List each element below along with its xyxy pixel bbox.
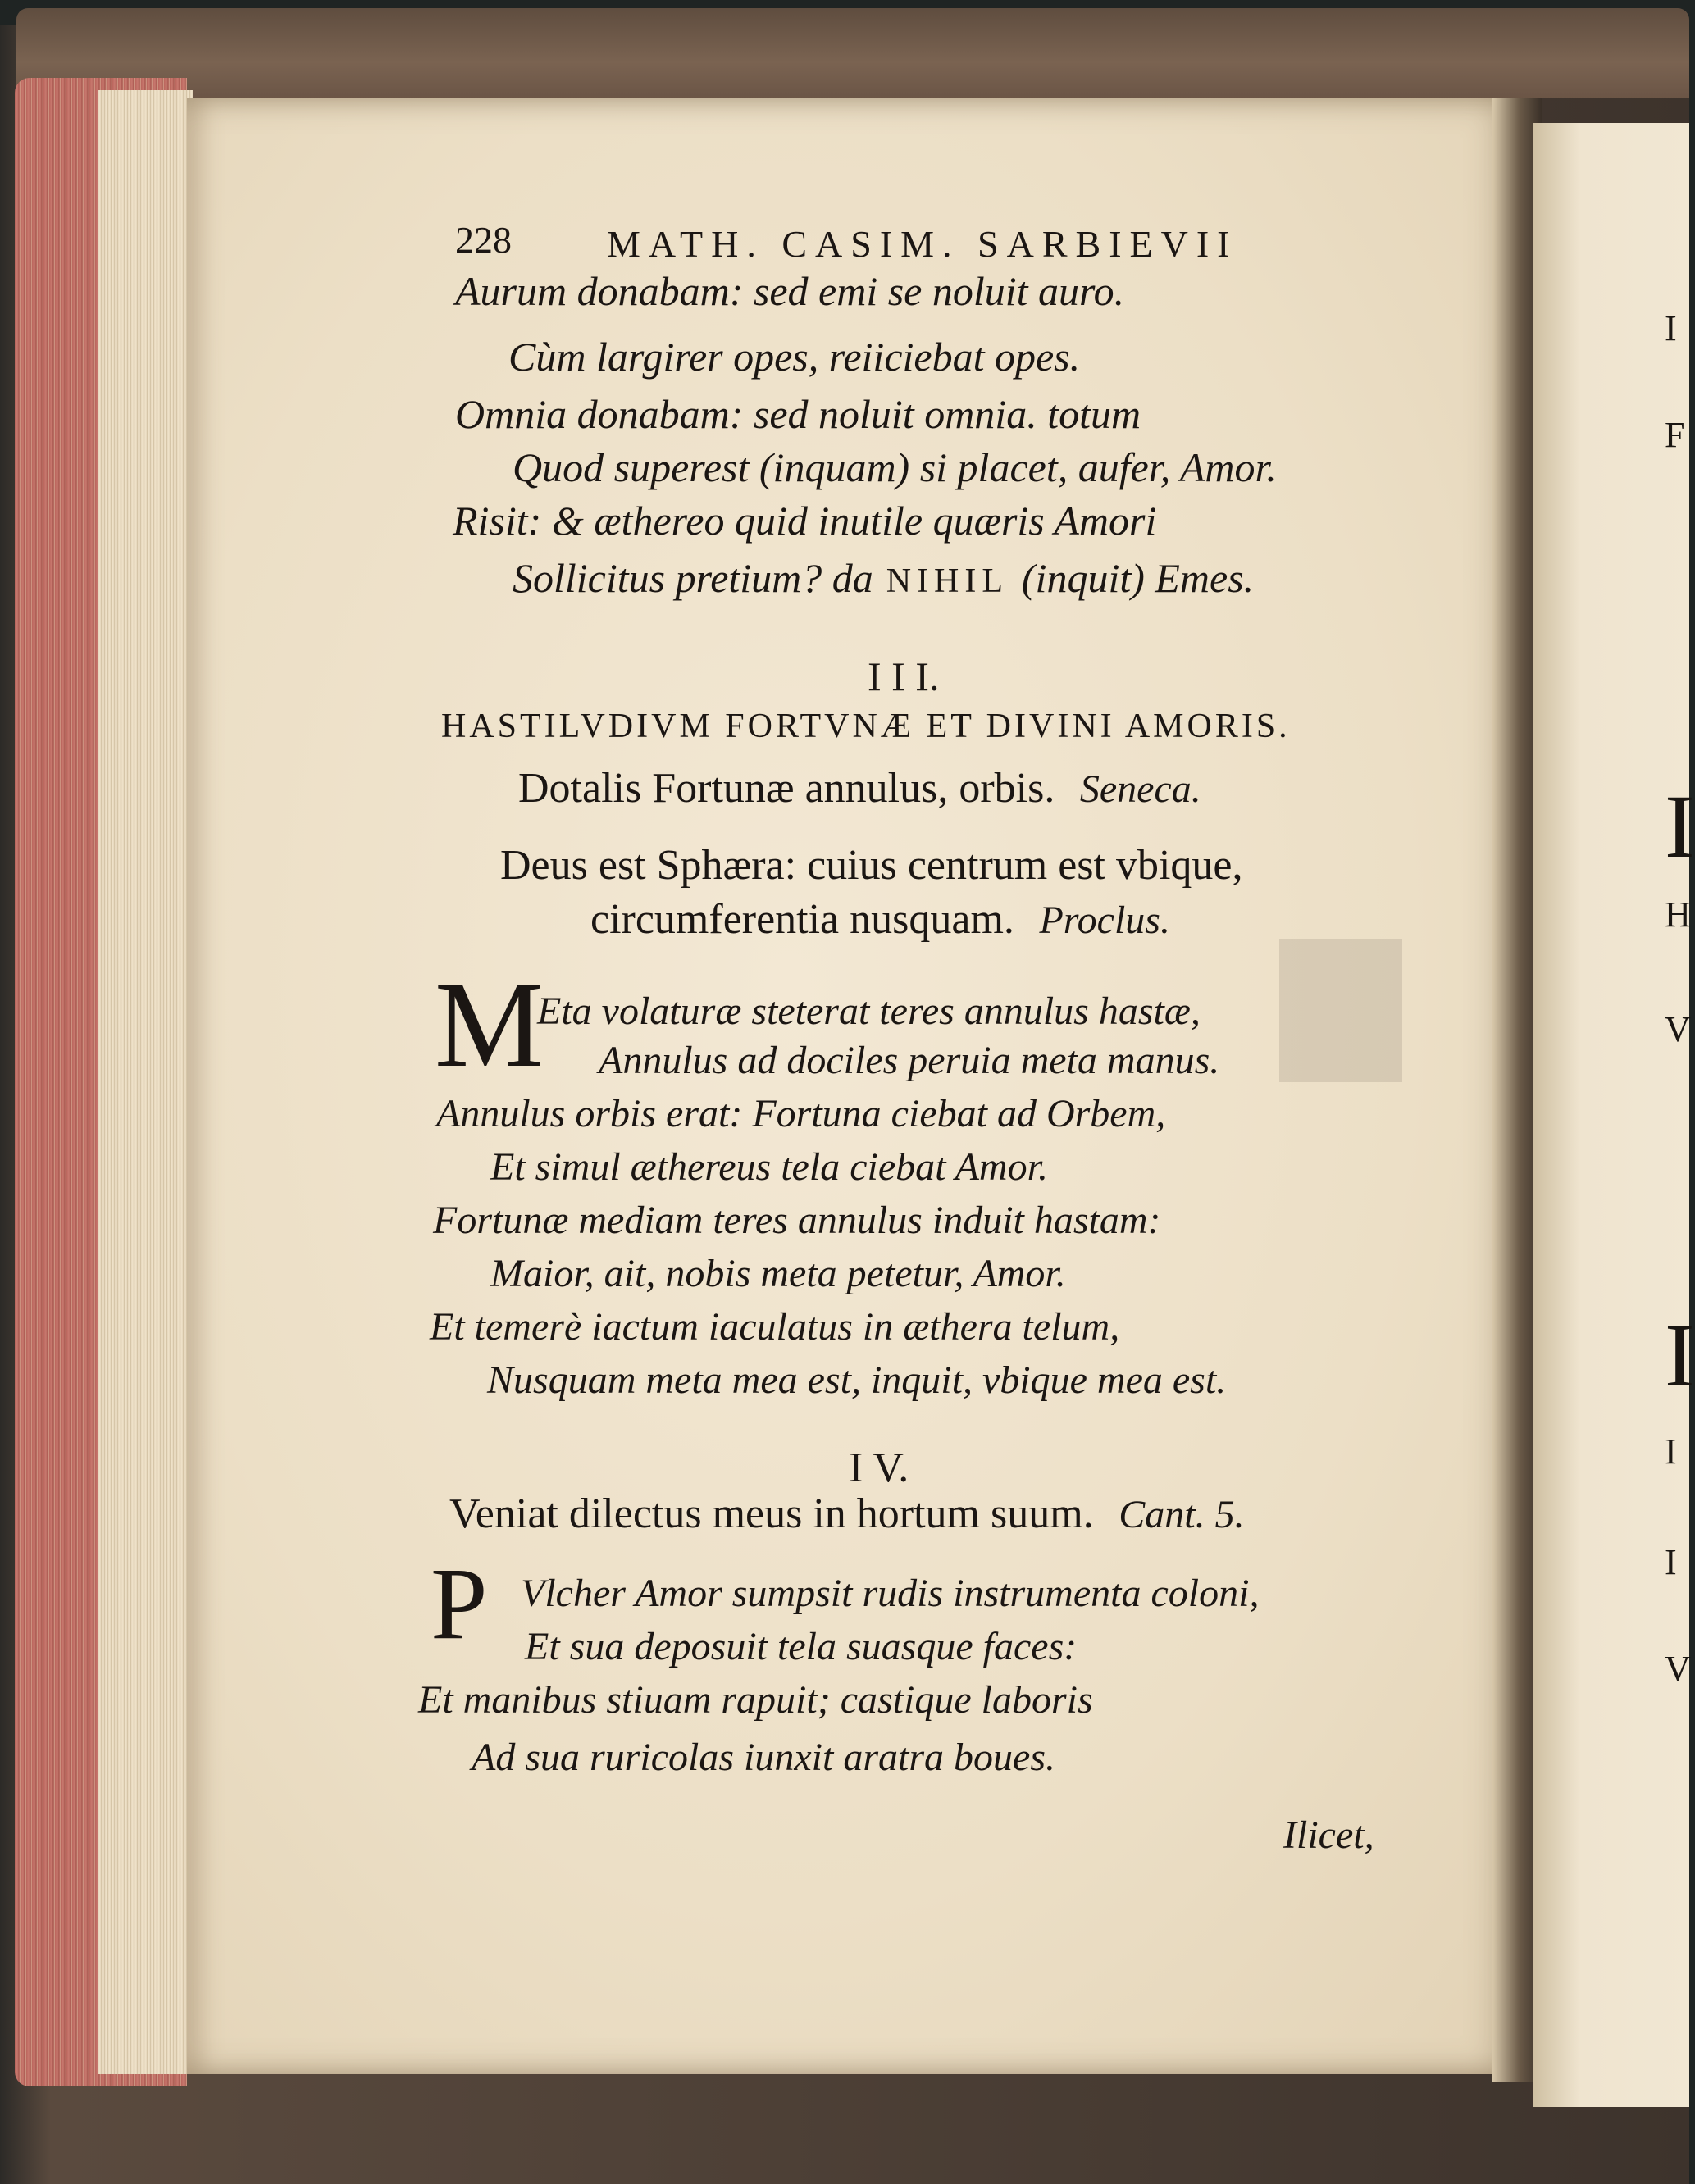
drop-cap: M <box>435 957 544 1093</box>
motto-line: Deus est Sphæra: cuius centrum est vbique, <box>500 842 1243 889</box>
page-edges-inner <box>98 90 193 2074</box>
motto <box>518 767 1201 810</box>
section-title: HASTILVDIVM FORTVNÆ ET DIVINI AMORIS. <box>441 708 1291 745</box>
verse-line-part: Sollicitus pretium? da <box>513 555 873 601</box>
nihil-caps: NIHIL <box>886 562 1009 600</box>
right-page-fragment: I <box>1665 1542 1677 1582</box>
drop-cap: P <box>431 1548 488 1661</box>
verse-line: Omnia donabam: sed noluit omnia. totum <box>455 391 1141 437</box>
motto-source: Cant. 5. <box>1119 1493 1245 1536</box>
show-through-ornament <box>1279 939 1402 1082</box>
verse-line: Eta volaturæ steterat teres annulus hastæ, <box>537 990 1201 1033</box>
verse-line: Vlcher Amor sumpsit rudis instrumenta coloni, <box>521 1572 1260 1615</box>
right-page-fragment: I <box>1665 308 1677 348</box>
motto-source: Proclus. <box>1039 899 1170 942</box>
catchword: Ilicet, <box>1283 1813 1374 1857</box>
motto <box>449 1492 1245 1536</box>
verse-line: Ad sua ruricolas iunxit aratra boues. <box>472 1736 1056 1779</box>
right-page-fragment: H <box>1665 894 1691 935</box>
verse-line: Risit: & æthereo quid inutile quæris Amori <box>453 498 1157 544</box>
page-number: 228 <box>455 219 512 261</box>
motto-text: Dotalis Fortunæ annulus, orbis. <box>518 765 1055 812</box>
right-page-fragment: V <box>1665 1649 1691 1689</box>
section-numeral: I I I. <box>868 653 940 699</box>
motto-text: circumferentia nusquam. <box>590 896 1014 943</box>
verse-line-part: (inquit) Emes. <box>1021 555 1255 601</box>
verse-line: Annulus orbis erat: Fortuna ciebat ad Orbem, <box>436 1092 1166 1135</box>
right-page-fragment: I <box>1665 776 1695 876</box>
verse-line: Quod superest (inquam) si placet, aufer, Amor. <box>513 444 1277 490</box>
verse-line: Cùm largirer opes, reiiciebat opes. <box>508 334 1081 380</box>
right-page-fragment: V <box>1665 1009 1691 1049</box>
right-page-fragment: I <box>1665 1305 1695 1405</box>
verse-line-final <box>513 555 1255 601</box>
verse-line: Et simul æthereus tela ciebat Amor. <box>490 1145 1048 1189</box>
book-cover-edge <box>16 8 1689 98</box>
verse-line: Nusquam meta mea est, inquit, vbique mea est. <box>487 1358 1227 1402</box>
verse-line: Aurum donabam: sed emi se noluit auro. <box>455 268 1125 314</box>
verse-line: Maior, ait, nobis meta petetur, Amor. <box>490 1252 1066 1295</box>
motto-text: Veniat dilectus meus in hortum suum. <box>449 1490 1094 1537</box>
verse-line: Fortunæ mediam teres annulus induit hastam: <box>433 1199 1161 1242</box>
motto-line <box>590 898 1170 941</box>
motto-source: Seneca. <box>1079 767 1201 811</box>
verse-line: Et manibus stiuam rapuit; castique laboris <box>418 1678 1093 1722</box>
right-page-fragment: F <box>1665 415 1685 455</box>
right-page-fragment: I <box>1665 1431 1677 1472</box>
verse-line: Et temerè iactum iaculatus in æthera telum, <box>430 1305 1120 1349</box>
section-numeral: I V. <box>849 1445 909 1491</box>
verse-line: Annulus ad dociles peruia meta manus. <box>599 1039 1220 1082</box>
running-title: MATH. CASIM. SARBIEVII <box>607 223 1238 265</box>
verse-line: Et sua deposuit tela suasque faces: <box>525 1625 1078 1668</box>
